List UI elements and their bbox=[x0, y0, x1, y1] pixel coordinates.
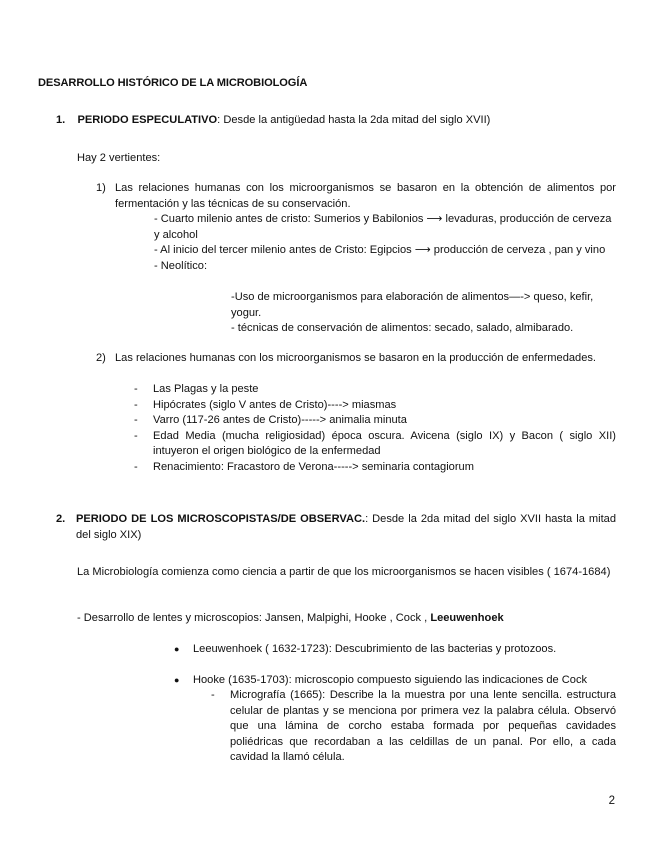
item-1-line: - Cuarto milenio antes de cristo: Sumerios y Babilonios ⟶ levaduras, producción de cerveza y alcohol bbox=[154, 213, 612, 241]
lenses-text: - Desarrollo de lentes y microscopios: Jansen, Malpighi, Hooke , Cock , bbox=[77, 612, 431, 624]
bullet-dot-icon: ● bbox=[174, 675, 180, 685]
list-item bbox=[134, 460, 616, 476]
bullet-text: Hooke (1635-1703): microscopio compuesto siguiendo las indicaciones de Cock bbox=[193, 674, 588, 686]
section-1-intro: Hay 2 vertientes: bbox=[77, 152, 161, 164]
lenses-bold-name: Leeuwenhoek bbox=[430, 612, 504, 624]
item-1-text: Las relaciones humanas con los microorganismos se basaron en la obtención de alimentos por fermentación y las técnicas de su conservación. bbox=[115, 182, 616, 210]
section-1-heading bbox=[56, 113, 616, 129]
list-item bbox=[134, 398, 616, 414]
item-1-details bbox=[154, 212, 616, 274]
bullet-item bbox=[174, 673, 616, 689]
bullet-text: Leeuwenhoek ( 1632-1723): Descubrimiento de las bacterias y protozoos. bbox=[193, 643, 557, 655]
dash-marker: - bbox=[211, 689, 215, 701]
item-1-neolithic-details bbox=[231, 290, 616, 337]
list-item-text: Edad Media (mucha religiosidad) época oscura. Avicena (siglo IX) y Bacon ( siglo XII) intuyeron el origen biológico de la enfermedad bbox=[153, 429, 616, 457]
section-1-title: PERIODO ESPECULATIVO bbox=[77, 114, 218, 126]
list-item bbox=[134, 429, 616, 460]
section-2-paragraph: La Microbiología comienza como ciencia a partir de que los microorganismos se hacen visibles ( 1674-1684) bbox=[77, 566, 611, 578]
dash-marker: - bbox=[134, 383, 138, 395]
section-2-description: : Desde la 2da mitad del siglo XVII hasta la mitad del siglo XIX) bbox=[76, 513, 616, 541]
list-item-text: Las Plagas y la peste bbox=[153, 383, 259, 395]
dash-marker: - bbox=[134, 460, 138, 473]
list-item-text: Hipócrates (siglo V antes de Cristo)----> miasmas bbox=[153, 398, 397, 411]
lenses-line bbox=[77, 611, 616, 627]
document-title: DESARROLLO HISTÓRICO DE LA MICROBIOLOGÍA bbox=[38, 77, 308, 89]
section-2-heading bbox=[76, 512, 616, 543]
bullet-2-subtext: Micrografía (1665): Describe la la muestra por una lente sencilla. estructura celular de plantas y se menciona por primera vez la palabra célula. Observó que una lámina de corcho estaba formada por pequeñas cavidades poliédricas que recordaban a las celdillas de un panal. Por ello, a cada cavidad la llamó célula. bbox=[230, 689, 616, 763]
item-2-list bbox=[134, 382, 616, 475]
bullet-item bbox=[174, 642, 616, 658]
dash-marker: - bbox=[134, 414, 138, 426]
item-1-number: 1) bbox=[96, 182, 106, 194]
item-2-number: 2) bbox=[96, 352, 106, 364]
list-item bbox=[134, 413, 616, 429]
item-1-subline: - técnicas de conservación de alimentos: secado, salado, almibarado. bbox=[231, 322, 574, 334]
page-number: 2 bbox=[608, 795, 615, 807]
item-1-subline: -Uso de microorganismos para elaboración de alimentos—-> queso, kefir, yogur. bbox=[231, 291, 594, 319]
item-1-line: - Neolítico: bbox=[154, 259, 208, 272]
section-2-number: 2. bbox=[56, 513, 66, 525]
list-item-text: Renacimiento: Fracastoro de Verona-----> seminaria contagiorum bbox=[153, 460, 474, 473]
item-2-text: Las relaciones humanas con los microorganismos se basaron en la producción de enfermedades. bbox=[115, 352, 597, 364]
dash-marker: - bbox=[134, 429, 138, 442]
list-item-text: Varro (117-26 antes de Cristo)-----> animalia minuta bbox=[153, 414, 407, 426]
list-item bbox=[134, 382, 616, 398]
section-1-description: : Desde la antigüedad hasta la 2da mitad del siglo XVII) bbox=[217, 114, 491, 126]
item-1-line: - Al inicio del tercer milenio antes de Cristo: Egipcios ⟶ producción de cerveza , pan y vino bbox=[154, 244, 606, 256]
bullet-dot-icon: ● bbox=[174, 644, 180, 654]
dash-marker: - bbox=[134, 398, 138, 411]
section-2-title: PERIODO DE LOS MICROSCOPISTAS/DE OBSERVAC. bbox=[76, 513, 366, 525]
section-1-number: 1. bbox=[56, 114, 66, 126]
